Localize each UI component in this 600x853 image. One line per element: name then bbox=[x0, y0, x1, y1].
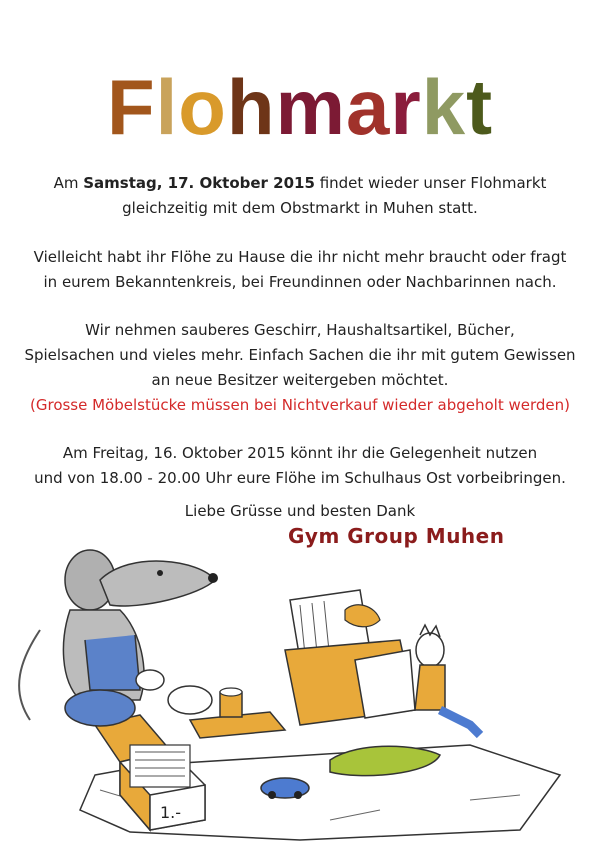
furniture-note: (Grosse Möbelstücke müssen bei Nichtverkauf wieder abgeholt werden) bbox=[30, 396, 570, 414]
text-fragment: Am bbox=[53, 174, 84, 192]
items-line-1: Wir nehmen sauberes Geschirr, Haushaltsartikel, Bücher, bbox=[85, 321, 515, 339]
title-letter: l bbox=[155, 63, 179, 151]
event-date: Samstag, 17. Oktober 2015 bbox=[83, 174, 315, 192]
price-label: 1.- bbox=[160, 803, 182, 822]
invite-line-2: in eurem Bekanntenkreis, bei Freundinnen oder Nachbarinnen nach. bbox=[43, 273, 557, 291]
text-fragment: findet wieder unser Flohmarkt bbox=[314, 174, 547, 192]
title-letter: k bbox=[421, 63, 467, 151]
greeting bbox=[0, 499, 600, 524]
items-line-2: Spielsachen und vieles mehr. Einfach Sachen die ihr mit gutem Gewissen bbox=[24, 346, 576, 364]
title-letter: F bbox=[106, 63, 156, 151]
intro-paragraph bbox=[0, 171, 600, 221]
items-paragraph bbox=[0, 318, 600, 418]
greeting-text: Liebe Grüsse und besten Dank bbox=[184, 502, 416, 520]
title-letter: a bbox=[345, 63, 391, 151]
invite-line-1: Vielleicht habt ihr Flöhe zu Hause die ihr nicht mehr braucht oder fragt bbox=[33, 248, 567, 266]
intro-line-2: gleichzeitig mit dem Obstmarkt in Muhen statt. bbox=[122, 199, 478, 217]
mouse-character bbox=[19, 550, 218, 726]
page-title bbox=[0, 62, 600, 152]
dropoff-line-2: und von 18.00 - 20.00 Uhr eure Flöhe im Schulhaus Ost vorbeibringen. bbox=[34, 469, 566, 487]
title-letter: r bbox=[390, 63, 422, 151]
title-letter: t bbox=[466, 63, 494, 151]
man-character bbox=[415, 625, 480, 735]
signature: Gym Group Muhen bbox=[288, 524, 505, 548]
toy-car bbox=[261, 778, 309, 799]
intro-line-1 bbox=[0, 171, 600, 196]
title-letter: m bbox=[275, 63, 346, 151]
dropoff-line-1: Am Freitag, 16. Oktober 2015 könnt ihr die Gelegenheit nutzen bbox=[62, 444, 538, 462]
record-box bbox=[285, 590, 415, 725]
title-letter: o bbox=[178, 63, 227, 151]
items-line-3: an neue Besitzer weitergeben möchtet. bbox=[151, 371, 449, 389]
dropoff-paragraph bbox=[0, 441, 600, 491]
flea-market-illustration bbox=[0, 540, 600, 853]
invite-paragraph bbox=[0, 245, 600, 295]
title-letter: h bbox=[226, 63, 276, 151]
